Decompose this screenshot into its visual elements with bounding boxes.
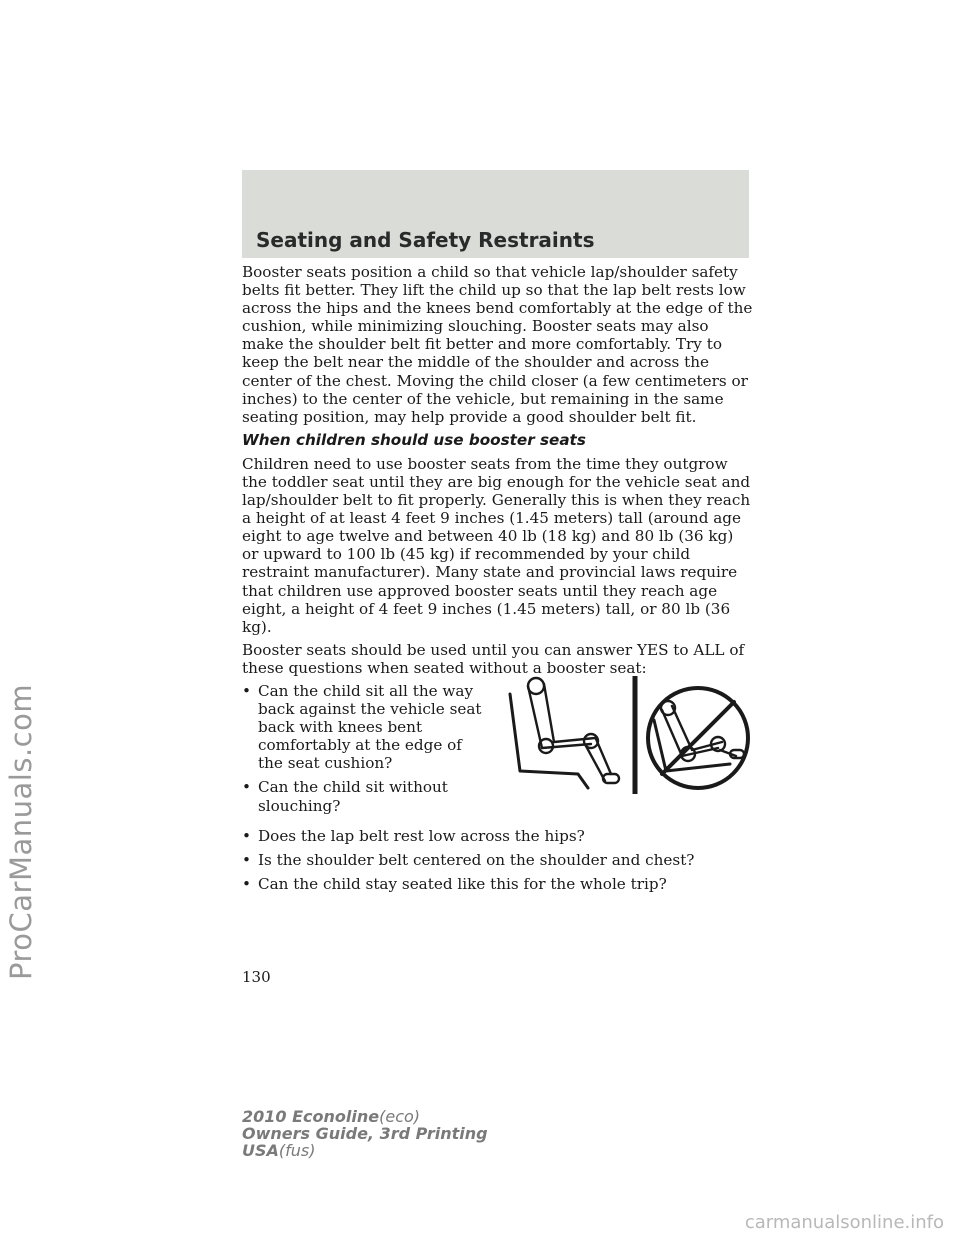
page-number: 130 (242, 968, 271, 986)
list-item (242, 682, 482, 772)
list-item-text: Does the lap belt rest low across the hips? (258, 826, 585, 845)
footer-line-1 (242, 1108, 488, 1125)
footer-model-code: (eco) (379, 1107, 421, 1126)
footer-line-2: Owners Guide, 3rd Printing (242, 1124, 488, 1143)
bullet-icon: • (242, 681, 251, 700)
footer-edition-info (242, 1108, 488, 1159)
list-item (242, 875, 754, 893)
paragraph-when-to-use: Children need to use booster seats from the time they outgrow the toddler seat until they are big enough for the vehicle seat and lap/shoulder belt to fit properly. Generally this is when they reach a height of at least 4 feet 9 inches (1.45 meters) tall (around age eight to age twelve and between 40 lb (18 kg) and 80 lb (36 kg) or upward to 100 lb (45 kg) if recommended by your child restraint manufacturer). Many state and provincial laws require that children use approved booster seats until they reach age eight, a height of 4 feet 9 inches (1.45 meters) tall, or 80 lb (36 kg). (242, 454, 751, 636)
list-item-text: Is the shoulder belt centered on the shoulder and chest? (258, 850, 695, 869)
list-item-text: Can the child stay seated like this for the whole trip? (258, 874, 667, 893)
page-content (242, 263, 754, 899)
paragraph-booster-intro: Booster seats position a child so that vehicle lap/shoulder safety belts fit better. They lift the child up so that the lap belt rests low across the hips and the knees bend comfortably at the edge of the cushion, while minimizing slouching. Booster seats may also make the shoulder belt fit better and more comfortably. Try to keep the belt near the middle of the shoulder and across the center of the chest. Moving the child closer (a few centimeters or inches) to the center of the vehicle, but remaining in the same seating position, may help provide a good shoulder belt fit. (242, 263, 753, 426)
subheading-when-to-use: When children should use booster seats (242, 430, 586, 449)
footer-market: USA (242, 1141, 279, 1160)
bullet-icon: • (242, 778, 251, 797)
bullet-icon: • (242, 826, 251, 845)
bullet-icon: • (242, 874, 251, 893)
bullet-list-top (242, 682, 482, 815)
seating-posture-illustration (498, 676, 752, 794)
list-item (242, 851, 754, 869)
footer-market-code: (fus) (278, 1141, 316, 1160)
list-item-text: Can the child sit all the way back against the vehicle seat back with knees bent comfortably at the edge of the seat cushion? (258, 681, 482, 773)
bullet-icon: • (242, 850, 251, 869)
correct-posture-figure (510, 678, 619, 788)
bottom-watermark: carmanualsonline.info (744, 1212, 944, 1233)
paragraph-yes-to-all: Booster seats should be used until you can answer YES to ALL of these questions when seated without a booster seat: (242, 640, 745, 677)
list-item-text: Can the child sit without slouching? (258, 778, 448, 815)
section-title: Seating and Safety Restraints (256, 228, 595, 252)
prohibited-icon (648, 688, 748, 788)
footer-model: 2010 Econoline (242, 1107, 380, 1126)
list-item (242, 827, 754, 845)
bullet-list-bottom (242, 827, 754, 893)
list-item (242, 778, 482, 814)
bullets-with-figure (242, 682, 754, 893)
footer-line-3 (242, 1142, 488, 1159)
side-watermark: ProCarManuals.com (4, 683, 38, 980)
